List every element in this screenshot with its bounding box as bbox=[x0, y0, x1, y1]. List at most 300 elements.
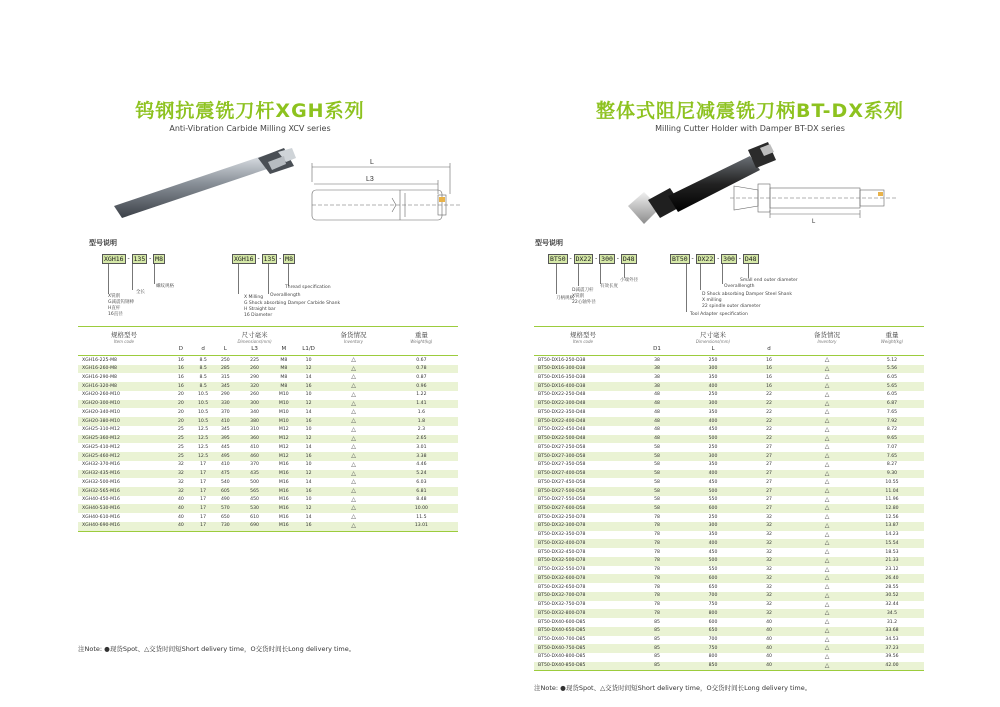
table-row bbox=[78, 435, 458, 444]
value-cell: 22 bbox=[766, 409, 772, 415]
value-cell: 5.65 bbox=[860, 382, 924, 391]
inventory-cell bbox=[794, 443, 860, 452]
value-cell: 14 bbox=[305, 479, 312, 485]
value-cell: 34.53 bbox=[885, 637, 899, 642]
value-cell: 850 bbox=[682, 662, 744, 671]
inventory-cell bbox=[794, 609, 860, 618]
value-cell: 250 bbox=[708, 392, 718, 398]
item-code-cell: BT50-DX32-350-D78 bbox=[538, 532, 586, 538]
value-cell: 78 bbox=[632, 592, 682, 601]
inventory-cell bbox=[322, 504, 385, 513]
value-cell: 32 bbox=[766, 532, 772, 538]
value-cell: 320 bbox=[236, 382, 272, 391]
inventory-cell bbox=[322, 382, 385, 391]
code-seg: M8 bbox=[285, 255, 293, 263]
value-cell: 5.56 bbox=[860, 365, 924, 374]
value-cell: 14 bbox=[305, 409, 312, 415]
value-cell: 17 bbox=[192, 522, 214, 531]
triangle-icon: △ bbox=[351, 408, 356, 416]
inventory-cell bbox=[322, 452, 385, 461]
col-L1D: L1/D bbox=[302, 345, 315, 352]
value-cell: 17 bbox=[192, 487, 214, 496]
inventory-cell bbox=[794, 382, 860, 391]
value-cell: M12 bbox=[273, 435, 295, 444]
value-cell: 40 bbox=[766, 654, 772, 660]
value-cell: 25 bbox=[177, 427, 184, 433]
value-cell: 1.8 bbox=[385, 417, 458, 426]
value-cell: M16 bbox=[278, 479, 289, 485]
inventory-cell bbox=[794, 356, 860, 365]
value-cell: 32 bbox=[744, 539, 794, 548]
value-cell: 8.27 bbox=[886, 462, 898, 468]
inventory-cell bbox=[322, 478, 385, 487]
value-cell: 27 bbox=[744, 470, 794, 479]
value-cell: 330 bbox=[214, 400, 236, 409]
value-cell: 16 bbox=[170, 365, 192, 374]
value-cell: 32 bbox=[744, 592, 794, 601]
value-cell: M12 bbox=[278, 427, 289, 433]
value-cell: 40 bbox=[766, 637, 772, 642]
item-code-cell: XGH20-300-M10 bbox=[78, 400, 170, 409]
value-cell: 14 bbox=[305, 374, 312, 380]
dim-l-label: L bbox=[812, 219, 816, 225]
value-cell: M10 bbox=[273, 400, 295, 409]
triangle-icon: △ bbox=[824, 487, 830, 495]
value-cell: 340 bbox=[250, 409, 259, 415]
value-cell: 12 bbox=[295, 400, 322, 409]
value-cell: 410 bbox=[250, 444, 259, 450]
triangle-icon: △ bbox=[824, 425, 830, 433]
triangle-icon: △ bbox=[824, 478, 830, 486]
item-code-cell: BT50-DX40-800-D85 bbox=[538, 654, 586, 660]
value-cell: 27 bbox=[744, 504, 794, 513]
value-cell: 1.22 bbox=[416, 392, 427, 398]
value-cell: 78 bbox=[632, 557, 682, 566]
value-cell: 40 bbox=[170, 504, 192, 513]
value-cell: 17 bbox=[200, 514, 207, 520]
code-seg: D48 bbox=[744, 255, 757, 263]
note-en-2: X milling bbox=[702, 298, 722, 303]
value-cell: 11.96 bbox=[885, 497, 899, 503]
item-code-cell: BT50-DX32-750-D78 bbox=[538, 602, 586, 608]
value-cell: 8.5 bbox=[192, 365, 214, 374]
note-en-1: G Shock absorbing Damper Carbide Shank bbox=[244, 301, 341, 306]
triangle-icon: △ bbox=[824, 644, 830, 652]
note-cn-0: 刀柄规格 bbox=[556, 296, 574, 301]
col-L3: 尺寸毫米 Dimensions(mm) L3 bbox=[237, 331, 272, 352]
value-cell: 350 bbox=[708, 532, 718, 538]
value-cell: 12 bbox=[295, 435, 322, 444]
value-cell: 22 bbox=[766, 427, 772, 433]
item-code-cell: XGH25-360-M12 bbox=[78, 435, 170, 444]
table-row bbox=[78, 382, 458, 391]
value-cell: 260 bbox=[250, 392, 259, 398]
inventory-cell bbox=[322, 417, 385, 426]
note-cn-3: 22心轴外径 bbox=[572, 300, 596, 305]
triangle-icon: △ bbox=[351, 443, 356, 451]
value-cell: 25 bbox=[177, 444, 184, 450]
col-M: M bbox=[281, 345, 287, 352]
value-cell: 17 bbox=[192, 470, 214, 479]
value-cell: 58 bbox=[654, 479, 660, 485]
value-cell: 300 bbox=[682, 400, 744, 409]
table-row bbox=[534, 653, 924, 662]
value-cell: 380 bbox=[236, 417, 272, 426]
code-seg: DX22 bbox=[575, 255, 592, 263]
value-cell: 1.6 bbox=[417, 409, 426, 415]
item-code-cell: BT50-DX40-850-D85 bbox=[534, 662, 632, 671]
model-code-cn: BT50 - DX22 - 300 - D48 bbox=[550, 254, 635, 263]
item-code-cell: BT50-DX22-500-D48 bbox=[534, 435, 632, 444]
item-code-cell: BT50-DX32-550-D78 bbox=[538, 567, 586, 573]
item-code-cell: XGH16-290-M8 bbox=[82, 374, 117, 380]
value-cell: 8.72 bbox=[886, 427, 898, 433]
code-seg: 300 bbox=[723, 255, 735, 263]
value-cell: 690 bbox=[236, 522, 272, 531]
item-code-cell: XGH16-225-M8 bbox=[82, 357, 117, 363]
inventory-cell bbox=[794, 583, 860, 592]
item-code-cell: XGH32-565-M16 bbox=[78, 487, 170, 496]
value-cell: 650 bbox=[220, 514, 230, 520]
item-code-cell: BT50-DX16-400-D38 bbox=[534, 382, 632, 391]
value-cell: 350 bbox=[708, 462, 718, 468]
inventory-cell bbox=[322, 443, 385, 452]
value-cell: 750 bbox=[682, 644, 744, 653]
value-cell: 27 bbox=[744, 487, 794, 496]
value-cell: 48 bbox=[654, 392, 660, 398]
value-cell: 345 bbox=[214, 382, 236, 391]
table-row bbox=[78, 452, 458, 461]
item-code-cell: XGH20-260-M10 bbox=[82, 392, 120, 398]
item-code-cell: BT50-DX27-350-D58 bbox=[538, 462, 586, 468]
value-cell: 16 bbox=[295, 522, 322, 531]
value-cell: 20 bbox=[170, 417, 192, 426]
triangle-icon: △ bbox=[824, 443, 830, 451]
value-cell: M8 bbox=[280, 357, 288, 363]
value-cell: 540 bbox=[220, 479, 230, 485]
value-cell: 33.68 bbox=[860, 627, 924, 636]
triangle-icon: △ bbox=[824, 556, 830, 564]
value-cell: 8.5 bbox=[192, 382, 214, 391]
value-cell: 7.65 bbox=[886, 409, 898, 415]
table-row bbox=[534, 417, 924, 426]
table-row bbox=[534, 539, 924, 548]
table-row bbox=[534, 400, 924, 409]
value-cell: M16 bbox=[273, 487, 295, 496]
col-D1: D1 bbox=[653, 345, 661, 352]
triangle-icon: △ bbox=[824, 356, 830, 363]
value-cell: 450 bbox=[250, 497, 259, 503]
value-cell: 490 bbox=[220, 497, 230, 503]
item-code-cell: BT50-DX22-450-D48 bbox=[538, 427, 586, 433]
table-row bbox=[78, 513, 458, 522]
code-seg: XGH16 bbox=[234, 255, 254, 263]
value-cell: 30.52 bbox=[860, 592, 924, 601]
value-cell: M16 bbox=[278, 462, 289, 468]
value-cell: 750 bbox=[708, 602, 718, 608]
value-cell: 16 bbox=[744, 382, 794, 391]
page-title: 整体式阻尼减震铣刀柄BT-DX系列 bbox=[596, 100, 904, 122]
value-cell: 0.67 bbox=[416, 357, 427, 363]
item-code-cell: XGH16-260-M8 bbox=[78, 365, 170, 374]
item-code-cell: BT50-DX27-600-D58 bbox=[534, 504, 632, 513]
spec-table bbox=[534, 326, 924, 671]
value-cell: 85 bbox=[632, 662, 682, 671]
value-cell: 565 bbox=[236, 487, 272, 496]
table-row bbox=[534, 627, 924, 636]
inventory-cell bbox=[794, 408, 860, 417]
value-cell: 800 bbox=[708, 654, 718, 660]
value-cell: 40 bbox=[170, 522, 192, 531]
value-cell: 8.48 bbox=[416, 497, 427, 503]
value-cell: 16 bbox=[744, 365, 794, 374]
value-cell: 39.56 bbox=[885, 654, 899, 660]
value-cell: M16 bbox=[278, 514, 289, 520]
note-cn-0: X铣削 bbox=[108, 294, 121, 299]
value-cell: 40 bbox=[744, 644, 794, 653]
value-cell: 32 bbox=[177, 479, 184, 485]
table-row bbox=[534, 461, 924, 470]
value-cell: 10 bbox=[305, 462, 312, 468]
triangle-icon: △ bbox=[824, 548, 830, 556]
value-cell: 395 bbox=[214, 435, 236, 444]
value-cell: 315 bbox=[220, 374, 230, 380]
value-cell: 500 bbox=[682, 487, 744, 496]
inventory-cell bbox=[322, 365, 385, 374]
value-cell: 78 bbox=[632, 539, 682, 548]
value-cell: 10 bbox=[305, 427, 312, 433]
table-row bbox=[78, 365, 458, 374]
note-en-0: X Milling bbox=[244, 295, 264, 300]
value-cell: 15.54 bbox=[860, 539, 924, 548]
code-seg: XGH16 bbox=[104, 255, 124, 263]
value-cell: 450 bbox=[708, 549, 718, 555]
value-cell: 400 bbox=[682, 539, 744, 548]
triangle-icon: △ bbox=[824, 513, 830, 521]
triangle-icon: △ bbox=[824, 390, 830, 398]
triangle-icon: △ bbox=[351, 434, 356, 442]
item-code-cell: XGH20-340-M10 bbox=[82, 409, 120, 415]
triangle-icon: △ bbox=[351, 469, 356, 477]
value-cell: 58 bbox=[654, 497, 660, 503]
value-cell: 12.5 bbox=[197, 427, 209, 433]
value-cell: 23.12 bbox=[885, 567, 899, 573]
value-cell: 300 bbox=[236, 400, 272, 409]
triangle-icon: △ bbox=[824, 364, 830, 372]
table-row bbox=[534, 373, 924, 382]
code-seg: M8 bbox=[155, 255, 163, 263]
technical-drawing bbox=[730, 172, 900, 228]
table-row bbox=[78, 487, 458, 496]
inventory-cell bbox=[794, 662, 860, 671]
technical-drawing bbox=[300, 150, 465, 230]
value-cell: 32.44 bbox=[885, 602, 899, 608]
inventory-cell bbox=[322, 408, 385, 417]
value-cell: M10 bbox=[278, 409, 289, 415]
inventory-cell bbox=[794, 574, 860, 583]
page-subtitle: Anti-Vibration Carbide Milling XCV series bbox=[169, 124, 331, 133]
inventory-cell bbox=[794, 373, 860, 382]
item-code-cell: XGH20-380-M10 bbox=[78, 417, 170, 426]
value-cell: 85 bbox=[632, 644, 682, 653]
triangle-icon: △ bbox=[351, 399, 356, 407]
table-row bbox=[78, 504, 458, 513]
value-cell: 16 bbox=[295, 452, 322, 461]
triangle-icon: △ bbox=[351, 356, 356, 363]
note-cn-small: 小端外径 bbox=[620, 278, 638, 283]
inventory-cell bbox=[794, 365, 860, 374]
value-cell: 12 bbox=[295, 365, 322, 374]
note-cn-1: G减震钨钢棒 bbox=[108, 300, 134, 305]
value-cell: 42.00 bbox=[860, 662, 924, 671]
value-cell: 300 bbox=[682, 452, 744, 461]
value-cell: 85 bbox=[654, 654, 660, 660]
model-explanation-title: 型号说明 bbox=[535, 239, 563, 247]
value-cell: 13.87 bbox=[860, 522, 924, 531]
value-cell: 310 bbox=[250, 427, 259, 433]
inventory-cell bbox=[794, 653, 860, 662]
value-cell: M16 bbox=[273, 470, 295, 479]
value-cell: 38 bbox=[654, 374, 660, 380]
value-cell: 16 bbox=[295, 487, 322, 496]
value-cell: 14 bbox=[305, 514, 312, 520]
table-row bbox=[534, 531, 924, 540]
inventory-cell bbox=[794, 557, 860, 566]
value-cell: M16 bbox=[273, 522, 295, 531]
value-cell: 78 bbox=[632, 609, 682, 618]
model-code-en: BT50 - DX22 - 300 - D48 bbox=[672, 254, 757, 263]
value-cell: 530 bbox=[236, 504, 272, 513]
value-cell: 32 bbox=[177, 462, 184, 468]
value-cell: 27 bbox=[766, 479, 772, 485]
value-cell: 17 bbox=[200, 462, 207, 468]
value-cell: 350 bbox=[708, 409, 718, 415]
triangle-icon: △ bbox=[351, 513, 356, 521]
code-seg: D48 bbox=[622, 255, 635, 263]
item-code-cell: BT50-DX32-400-D78 bbox=[534, 539, 632, 548]
value-cell: 78 bbox=[654, 549, 660, 555]
table-row bbox=[534, 566, 924, 575]
value-cell: 78 bbox=[654, 584, 660, 590]
triangle-icon: △ bbox=[351, 390, 356, 398]
value-cell: 12.56 bbox=[885, 514, 899, 520]
value-cell: 21.33 bbox=[860, 557, 924, 566]
value-cell: 40 bbox=[177, 497, 184, 503]
value-cell: 78 bbox=[654, 567, 660, 573]
value-cell: 345 bbox=[220, 427, 230, 433]
value-cell: 700 bbox=[682, 592, 744, 601]
table-row bbox=[78, 470, 458, 479]
code-seg: DX22 bbox=[697, 255, 714, 263]
value-cell: 13.01 bbox=[385, 522, 458, 531]
item-code-cell: BT50-DX27-300-D58 bbox=[534, 452, 632, 461]
item-code-cell: XGH32-500-M16 bbox=[82, 479, 120, 485]
value-cell: 85 bbox=[654, 637, 660, 642]
note-cn-3: 16直径 bbox=[108, 312, 123, 317]
table-row bbox=[534, 496, 924, 505]
value-cell: 78 bbox=[632, 574, 682, 583]
triangle-icon: △ bbox=[824, 495, 830, 503]
footnote: 注Note: ●现货Spot、△交货时间短Short delivery time，O交货时间长Long delivery time。 bbox=[78, 645, 356, 653]
note-cn-thread: 螺纹规格 bbox=[156, 284, 174, 289]
item-code-cell: BT50-DX16-250-D38 bbox=[538, 357, 586, 363]
inventory-cell bbox=[322, 522, 385, 531]
table-row bbox=[534, 557, 924, 566]
table-row bbox=[534, 426, 924, 435]
value-cell: 11.04 bbox=[860, 487, 924, 496]
note-en-overall: Overalllength bbox=[270, 293, 301, 298]
triangle-icon: △ bbox=[824, 539, 830, 547]
code-seg: BT50 bbox=[550, 255, 566, 263]
item-code-cell: XGH40-690-M16 bbox=[78, 522, 170, 531]
value-cell: 16 bbox=[766, 357, 772, 363]
item-code-cell: BT50-DX16-300-D38 bbox=[534, 365, 632, 374]
item-code-cell: BT50-DX27-500-D58 bbox=[534, 487, 632, 496]
value-cell: 85 bbox=[632, 627, 682, 636]
item-code-cell: BT50-DX22-250-D48 bbox=[538, 392, 586, 398]
table-row bbox=[534, 365, 924, 374]
table-row bbox=[534, 522, 924, 531]
inventory-cell bbox=[794, 426, 860, 435]
table-row bbox=[534, 470, 924, 479]
value-cell: 10 bbox=[305, 392, 312, 398]
value-cell: 78 bbox=[654, 602, 660, 608]
dim-l3-label: L3 bbox=[366, 176, 374, 183]
inventory-cell bbox=[794, 417, 860, 426]
triangle-icon: △ bbox=[351, 504, 356, 512]
item-code-cell: BT50-DX40-600-D85 bbox=[538, 619, 586, 625]
value-cell: 12 bbox=[295, 504, 322, 513]
value-cell: 8.5 bbox=[199, 374, 207, 380]
value-cell: 25 bbox=[170, 452, 192, 461]
triangle-icon: △ bbox=[351, 382, 356, 390]
model-explanation-title: 型号说明 bbox=[89, 239, 117, 247]
triangle-icon: △ bbox=[824, 373, 830, 381]
table-row bbox=[534, 636, 924, 645]
value-cell: 38 bbox=[632, 382, 682, 391]
value-cell: 40 bbox=[744, 627, 794, 636]
inventory-cell bbox=[794, 566, 860, 575]
inventory-cell bbox=[794, 627, 860, 636]
inventory-cell bbox=[794, 435, 860, 444]
value-cell: 10.00 bbox=[385, 504, 458, 513]
value-cell: 32 bbox=[766, 567, 772, 573]
triangle-icon: △ bbox=[824, 460, 830, 468]
value-cell: 10.5 bbox=[192, 400, 214, 409]
value-cell: 22 bbox=[744, 400, 794, 409]
table-row bbox=[534, 548, 924, 557]
value-cell: 400 bbox=[682, 382, 744, 391]
col-item-code: 规格型号 Item code bbox=[570, 331, 596, 344]
spec-table bbox=[78, 326, 458, 532]
table-row bbox=[534, 504, 924, 513]
code-seg: BT50 bbox=[672, 255, 688, 263]
value-cell: 605 bbox=[214, 487, 236, 496]
table-row bbox=[534, 452, 924, 461]
inventory-cell bbox=[794, 636, 860, 645]
col-item-code: 规格型号 Item code bbox=[110, 331, 137, 344]
value-cell: 600 bbox=[708, 619, 718, 625]
item-code-cell: BT50-DX32-800-D78 bbox=[534, 609, 632, 618]
value-cell: 34.5 bbox=[860, 609, 924, 618]
inventory-cell bbox=[794, 548, 860, 557]
value-cell: 26.40 bbox=[860, 574, 924, 583]
value-cell: 12.5 bbox=[197, 444, 209, 450]
item-code-cell: BT50-DX32-600-D78 bbox=[534, 574, 632, 583]
inventory-cell bbox=[794, 531, 860, 540]
value-cell: M16 bbox=[273, 504, 295, 513]
value-cell: 370 bbox=[250, 462, 259, 468]
